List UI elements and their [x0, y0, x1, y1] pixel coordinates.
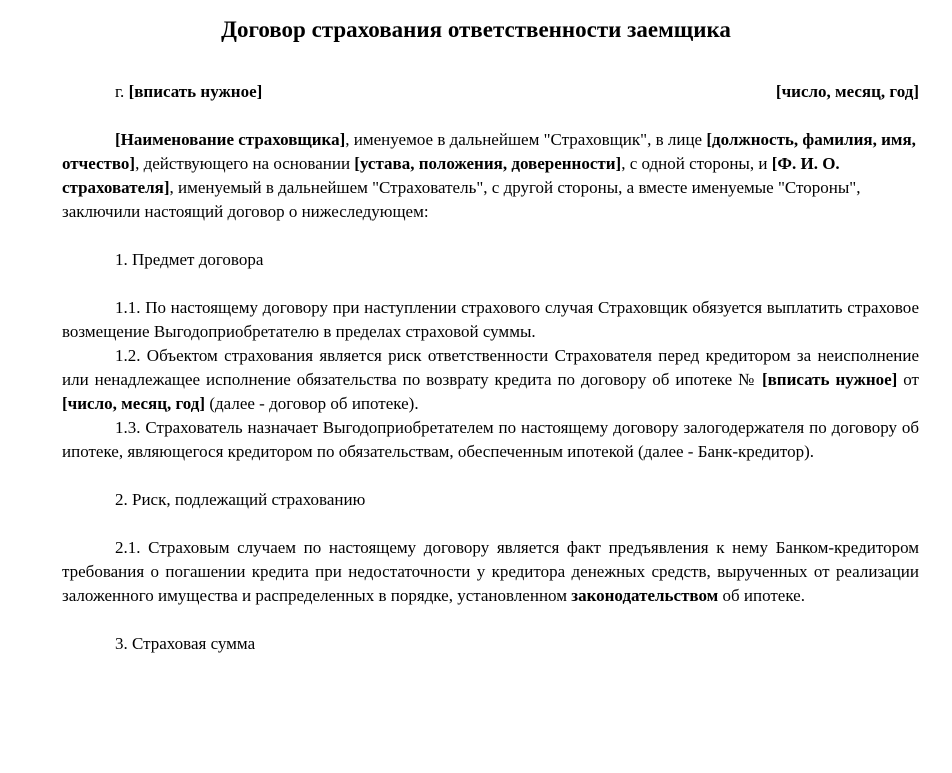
document-title: Договор страхования ответственности заемщика	[221, 17, 731, 42]
dateline-city: г. [вписать нужное]	[115, 82, 263, 101]
dateline	[62, 80, 919, 104]
section-heading-3: 3. Страховая сумма	[115, 634, 256, 653]
clause-1-3: 1.3. Страхователь назначает Выгодоприобретателем по настоящему договору залогодержателя по договору об ипотеке, являющегося кредитором по обязательствам, обеспеченным ипотекой (далее - Банк-кредитор).	[62, 418, 919, 461]
preamble-paragraph: [Наименование страховщика], именуемое в дальнейшем "Страховщик", в лице [должность, фамилия, имя, отчество], действующего на основании [устава, положения, доверенности], с одной стороны, и [Ф. И. О. страхователя], именуемый в дальнейшем "Страхователь", с другой стороны, а вместе именуемые "Стороны", заключили настоящий договор о нижеследующем:	[62, 130, 916, 221]
paragraph-list	[62, 128, 919, 656]
section-heading-1: 1. Предмет договора	[115, 250, 264, 269]
section-heading-2: 2. Риск, подлежащий страхованию	[115, 490, 366, 509]
clause-1-2: 1.2. Объектом страхования является риск ответственности Страхователя перед кредитором за неисполнение или ненадлежащее исполнение обязательства по возврату кредита по договору об ипотеке № [вписать нужное] от [число, месяц, год] (далее - договор об ипотеке).	[62, 346, 919, 413]
clause-2-1: 2.1. Страховым случаем по настоящему договору является факт предъявления к нему Банком-кредитором требования о погашении кредита при недостаточности у кредитора денежных средств, вырученных от реализации заложенного имущества и распределенных в порядке, установленном законодательством об ипотеке.	[62, 538, 919, 605]
dateline-date: [число, месяц, год]	[775, 82, 919, 101]
clause-1-1: 1.1. По настоящему договору при наступлении страхового случая Страховщик обязуется выплатить страховое возмещение Выгодоприобретателю в пределах страховой суммы.	[62, 298, 919, 341]
